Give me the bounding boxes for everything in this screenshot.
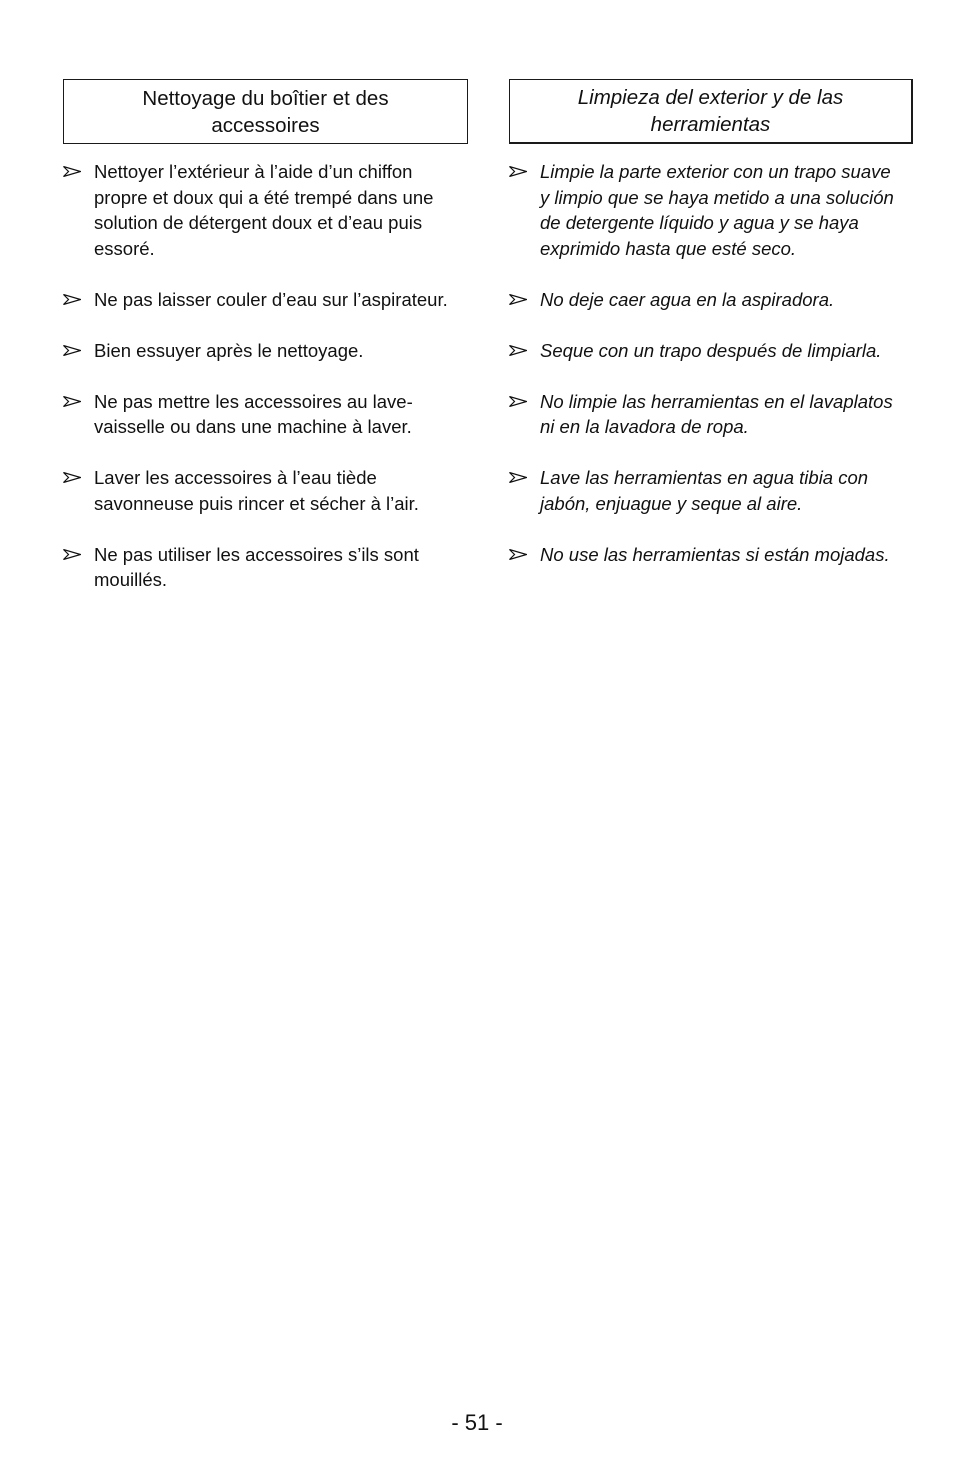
list-item xyxy=(63,389,468,440)
list-item xyxy=(509,287,913,313)
list-item xyxy=(63,287,468,313)
bullet-text: Seque con un trapo después de limpiarla. xyxy=(540,339,882,361)
list-item xyxy=(509,542,913,568)
bullet-text: No deje caer agua en la aspiradora. xyxy=(540,288,835,310)
arrowhead-right-icon xyxy=(63,389,83,407)
arrowhead-right-icon xyxy=(509,338,529,356)
bullet-text: Ne pas laisser couler d’eau sur l’aspirateur. xyxy=(94,288,448,310)
bullet-text: Ne pas mettre les accessoires au lave-vaisselle ou dans une machine à laver. xyxy=(94,390,413,437)
page-number: - 51 - xyxy=(451,1410,503,1435)
arrowhead-right-icon xyxy=(63,159,83,177)
bullet-text: Lave las herramientas en agua tibia con jabón, enjuague y seque al aire. xyxy=(540,467,869,514)
arrowhead-right-icon xyxy=(509,389,529,407)
bullet-text: Ne pas utiliser les accessoires s’ils sont mouillés. xyxy=(94,543,419,590)
list-item xyxy=(63,465,468,516)
french-section xyxy=(63,79,468,618)
french-bullet-list xyxy=(63,159,468,593)
list-item xyxy=(509,389,913,440)
bullet-text: Nettoyer l’extérieur à l’aide d’un chiffon propre et doux qui a été trempé dans une solution de détergent doux et d’eau puis essoré. xyxy=(94,161,434,259)
list-item xyxy=(63,542,468,593)
bullet-text: Bien essuyer après le nettoyage. xyxy=(94,339,364,361)
bullet-text: No limpie las herramientas en el lavaplatos ni en la lavadora de ropa. xyxy=(540,390,893,437)
arrowhead-right-icon xyxy=(509,465,529,483)
list-item xyxy=(509,159,913,261)
spanish-section xyxy=(509,79,913,593)
list-item xyxy=(63,159,468,261)
bullet-text: No use las herramientas si están mojadas. xyxy=(540,543,890,565)
bullet-text: Laver les accessoires à l’eau tiède savonneuse puis rincer et sécher à l’air. xyxy=(94,467,419,514)
spanish-heading-box xyxy=(509,79,913,144)
arrowhead-right-icon xyxy=(509,542,529,560)
arrowhead-right-icon xyxy=(63,338,83,356)
spanish-heading: Limpieza del exterior y de las herramientas xyxy=(577,86,844,136)
arrowhead-right-icon xyxy=(509,159,529,177)
list-item xyxy=(509,465,913,516)
arrowhead-right-icon xyxy=(509,287,529,305)
list-item xyxy=(63,338,468,364)
list-item xyxy=(509,338,913,364)
spanish-bullet-list xyxy=(509,159,913,567)
arrowhead-right-icon xyxy=(63,287,83,305)
arrowhead-right-icon xyxy=(63,465,83,483)
french-heading-box xyxy=(63,79,468,144)
french-heading: Nettoyage du boîtier et des accessoires xyxy=(142,86,389,137)
bullet-text: Limpie la parte exterior con un trapo suave y limpio que se haya metido a una solución de detergente líquido y agua y se haya exprimido hasta que esté seco. xyxy=(540,161,894,259)
arrowhead-right-icon xyxy=(63,542,83,560)
